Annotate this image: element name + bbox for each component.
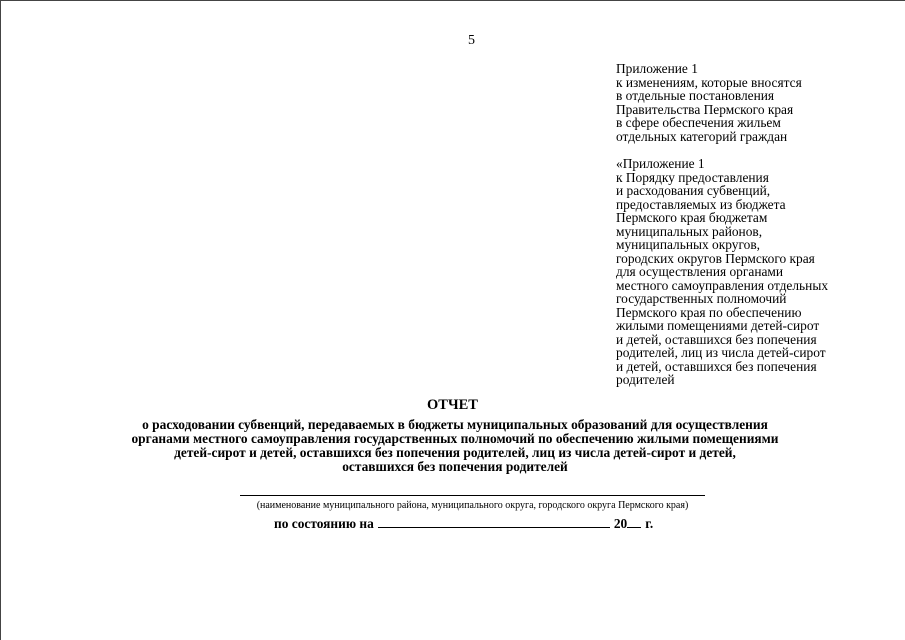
year-field[interactable] (627, 515, 641, 528)
appendix-quote-line: «Приложение 1 (616, 156, 705, 171)
as-of-label: по состоянию на (274, 516, 374, 531)
appendix-quote-line: жилыми помещениями детей-сирот (616, 318, 820, 333)
top-border (0, 0, 905, 1)
appendix-quote-line: предоставляемых из бюджета (616, 196, 786, 212)
appendix-quote-line: государственных полномочий (616, 291, 787, 306)
report-subtitle-line: детей-сирот и детей, оставшихся без попечения родителей, лиц из числа детей-сирот и детей, (174, 445, 736, 460)
page-number: 5 (468, 33, 475, 48)
report-subtitle-line: о расходовании субвенций, передаваемых в бюджеты муниципальных образований для осуществления (142, 417, 768, 432)
appendix-quote-line: и детей, оставшихся без попечения (616, 331, 817, 347)
report-subtitle-line: оставшихся без попечения родителей (342, 459, 568, 474)
appendix-header-line: Правительства Пермского края (616, 101, 794, 117)
left-border (0, 0, 1, 640)
appendix-header (616, 62, 802, 143)
appendix-quote-line: для осуществления органами (616, 264, 784, 279)
appendix-quote-line: родителей, лиц из числа детей-сирот (616, 345, 826, 360)
appendix-header-line: к изменениям, которые вносятся (616, 74, 802, 90)
appendix-header-line: Приложение 1 (616, 61, 698, 76)
report-subtitle-line: органами местного самоуправления государственных полномочий по обеспечению жилыми помещениями (131, 431, 779, 446)
appendix-quote-line: городских округов Пермского края (616, 250, 815, 266)
year-suffix: г. (645, 516, 654, 531)
appendix-quote-line: местного самоуправления отдельных (616, 277, 829, 293)
appendix-quote-line: к Порядку предоставления (616, 169, 769, 185)
municipality-name-caption: (наименование муниципального района, муниципального округа, городского округа Пермского края) (256, 500, 689, 511)
appendix-header-line: в сфере обеспечения жильем (616, 115, 781, 130)
appendix-quote-line: муниципальных округов, (616, 237, 760, 252)
appendix-quote-line: и детей, оставшихся без попечения (616, 358, 817, 374)
report-title: ОТЧЕТ (427, 397, 478, 413)
appendix-quote (616, 157, 828, 387)
appendix-quote-line: родителей (616, 372, 675, 387)
as-of-date-row (274, 515, 653, 532)
as-of-date-field[interactable] (378, 515, 610, 528)
appendix-quote-line: и расходования субвенций, (616, 183, 771, 198)
report-subtitle (60, 418, 850, 474)
appendix-quote-line: Пермского края по обеспечению (616, 304, 802, 320)
appendix-quote-line: Пермского края бюджетам (616, 210, 768, 225)
appendix-header-line: отдельных категорий граждан (616, 128, 788, 144)
appendix-quote-line: муниципальных районов, (616, 223, 763, 239)
municipality-name-field[interactable] (240, 495, 705, 496)
year-prefix: 20 (613, 516, 628, 531)
appendix-header-line: в отдельные постановления (616, 88, 775, 103)
